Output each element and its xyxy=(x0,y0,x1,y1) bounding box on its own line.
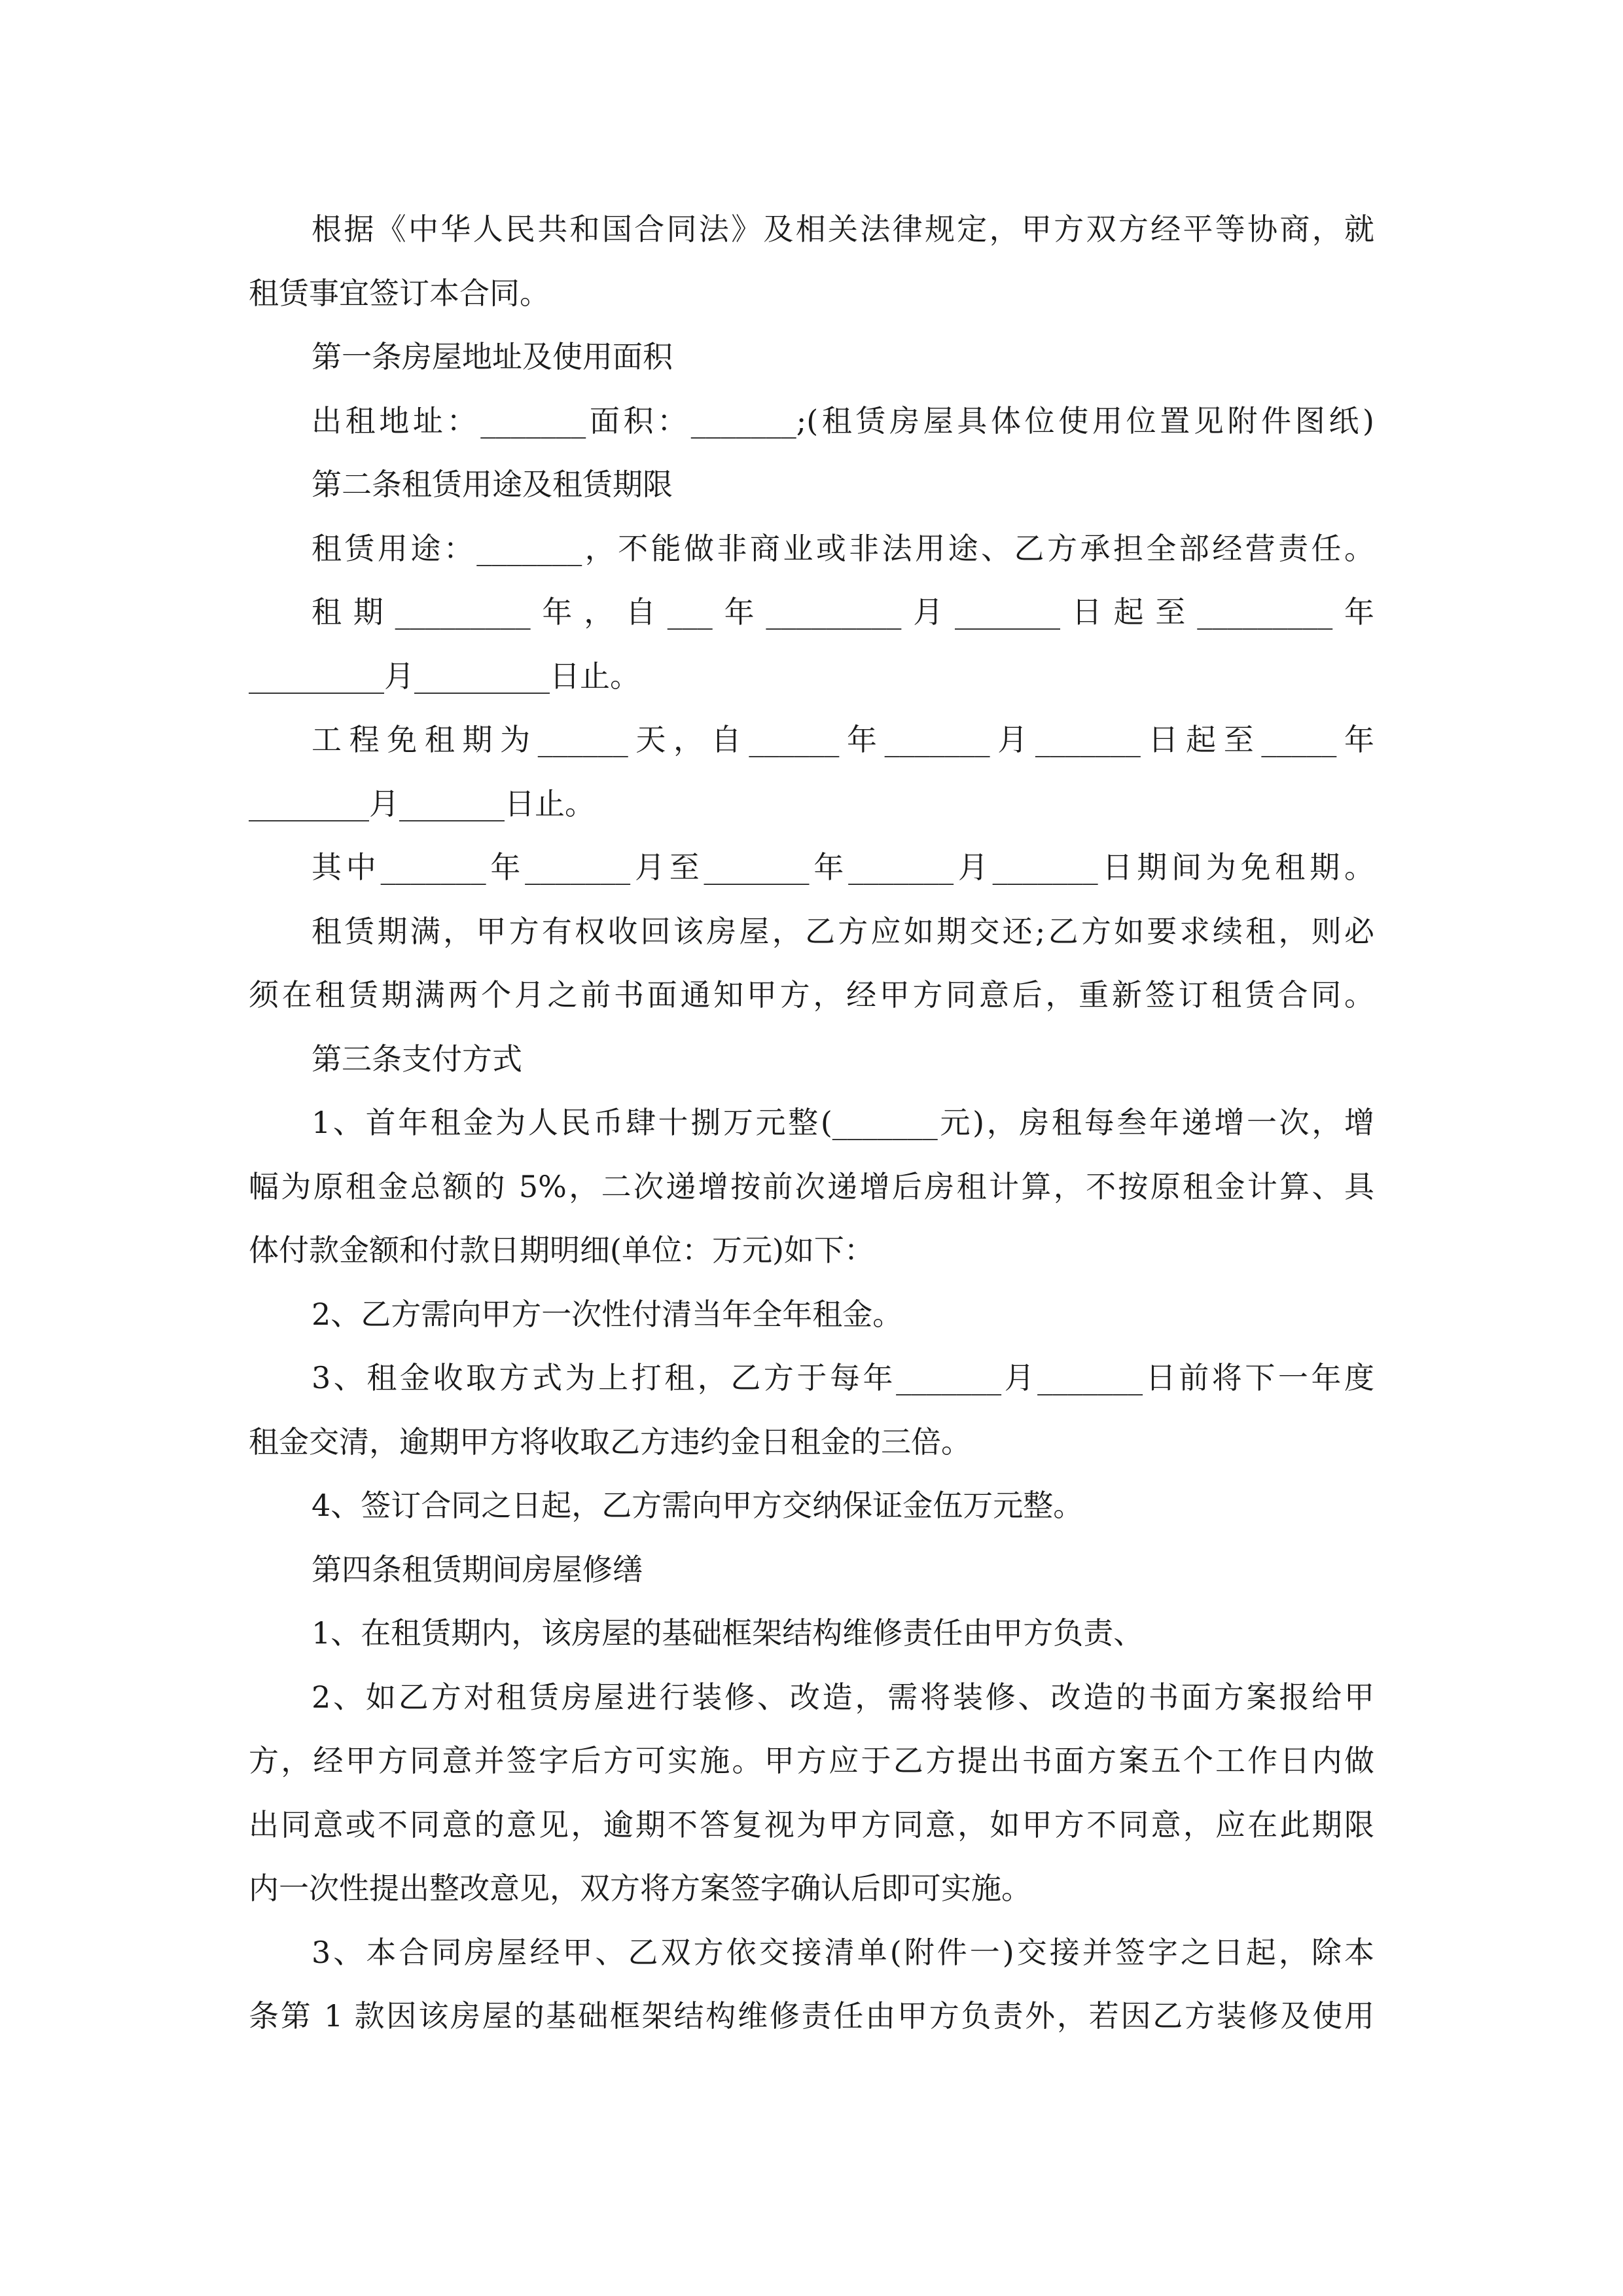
paragraph-line: 4、签订合同之日起，乙方需向甲方交纳保证金伍万元整。 xyxy=(312,1488,1084,1523)
paragraph-line: 体付款金额和付款日期明细(单位：万元)如下： xyxy=(249,1232,874,1268)
paragraph-line: 租赁期满，甲方有权收回该房屋，乙方应如期交还;乙方如要求续租，则必 xyxy=(312,914,1374,949)
section-heading: 第三条支付方式 xyxy=(312,1041,522,1077)
paragraph-line: 2、乙方需向甲方一次性付清当年全年租金。 xyxy=(312,1297,903,1332)
paragraph-line: _________月_________日止。 xyxy=(249,658,640,694)
paragraph-line: 租金交清，逾期甲方将收取乙方违约金日租金的三倍。 xyxy=(249,1424,971,1460)
section-heading: 第二条租赁用途及租赁期限 xyxy=(312,467,673,502)
paragraph-line: 租期_________年，自___年_________月_______日起至_________年 xyxy=(312,594,1374,630)
paragraph-line: 3、本合同房屋经甲、乙双方依交接清单(附件一)交接并签字之日起，除本 xyxy=(312,1935,1374,1970)
paragraph-line: 2、如乙方对租赁房屋进行装修、改造，需将装修、改造的书面方案报给甲 xyxy=(312,1679,1374,1715)
paragraph-line: 内一次性提出整改意见，双方将方案签字确认后即可实施。 xyxy=(249,1871,1031,1906)
section-heading: 第一条房屋地址及使用面积 xyxy=(312,339,673,374)
paragraph-line: 方，经甲方同意并签字后方可实施。甲方应于乙方提出书面方案五个工作日内做 xyxy=(249,1743,1374,1778)
paragraph-line: 租赁用途：_______，不能做非商业或非法用途、乙方承担全部经营责任。 xyxy=(312,531,1374,566)
paragraph-line: ________月_______日止。 xyxy=(249,786,595,821)
paragraph-line: 出租地址：_______面积：_______;(租赁房屋具体位使用位置见附件图纸) xyxy=(312,403,1374,439)
paragraph-line: 出同意或不同意的意见，逾期不答复视为甲方同意，如甲方不同意，应在此期限 xyxy=(249,1807,1374,1842)
paragraph-line: 3、租金收取方式为上打租，乙方于每年_______月_______日前将下一年度 xyxy=(312,1360,1374,1395)
paragraph-line: 租赁事宜签订本合同。 xyxy=(249,276,550,311)
paragraph-line: 条第 1 款因该房屋的基础框架结构维修责任由甲方负责外，若因乙方装修及使用 xyxy=(249,1998,1374,2034)
paragraph-line: 须在租赁期满两个月之前书面通知甲方，经甲方同意后，重新签订租赁合同。 xyxy=(249,977,1374,1013)
paragraph-line: 其中_______年_______月至_______年_______月_______日期间为免租期。 xyxy=(312,850,1374,885)
paragraph-line: 1、首年租金为人民币肆十捌万元整(_______元)，房租每叁年递增一次，增 xyxy=(312,1105,1374,1140)
section-heading: 第四条租赁期间房屋修缮 xyxy=(312,1552,643,1587)
paragraph-line: 1、在租赁期内，该房屋的基础框架结构维修责任由甲方负责、 xyxy=(312,1615,1144,1651)
paragraph-line: 根据《中华人民共和国合同法》及相关法律规定，甲方双方经平等协商，就 xyxy=(312,211,1374,247)
paragraph-line: 幅为原租金总额的 5%，二次递增按前次递增后房租计算，不按原租金计算、具 xyxy=(249,1169,1374,1204)
paragraph-line: 工程免租期为______天，自______年_______月_______日起至_____年 xyxy=(312,722,1374,757)
